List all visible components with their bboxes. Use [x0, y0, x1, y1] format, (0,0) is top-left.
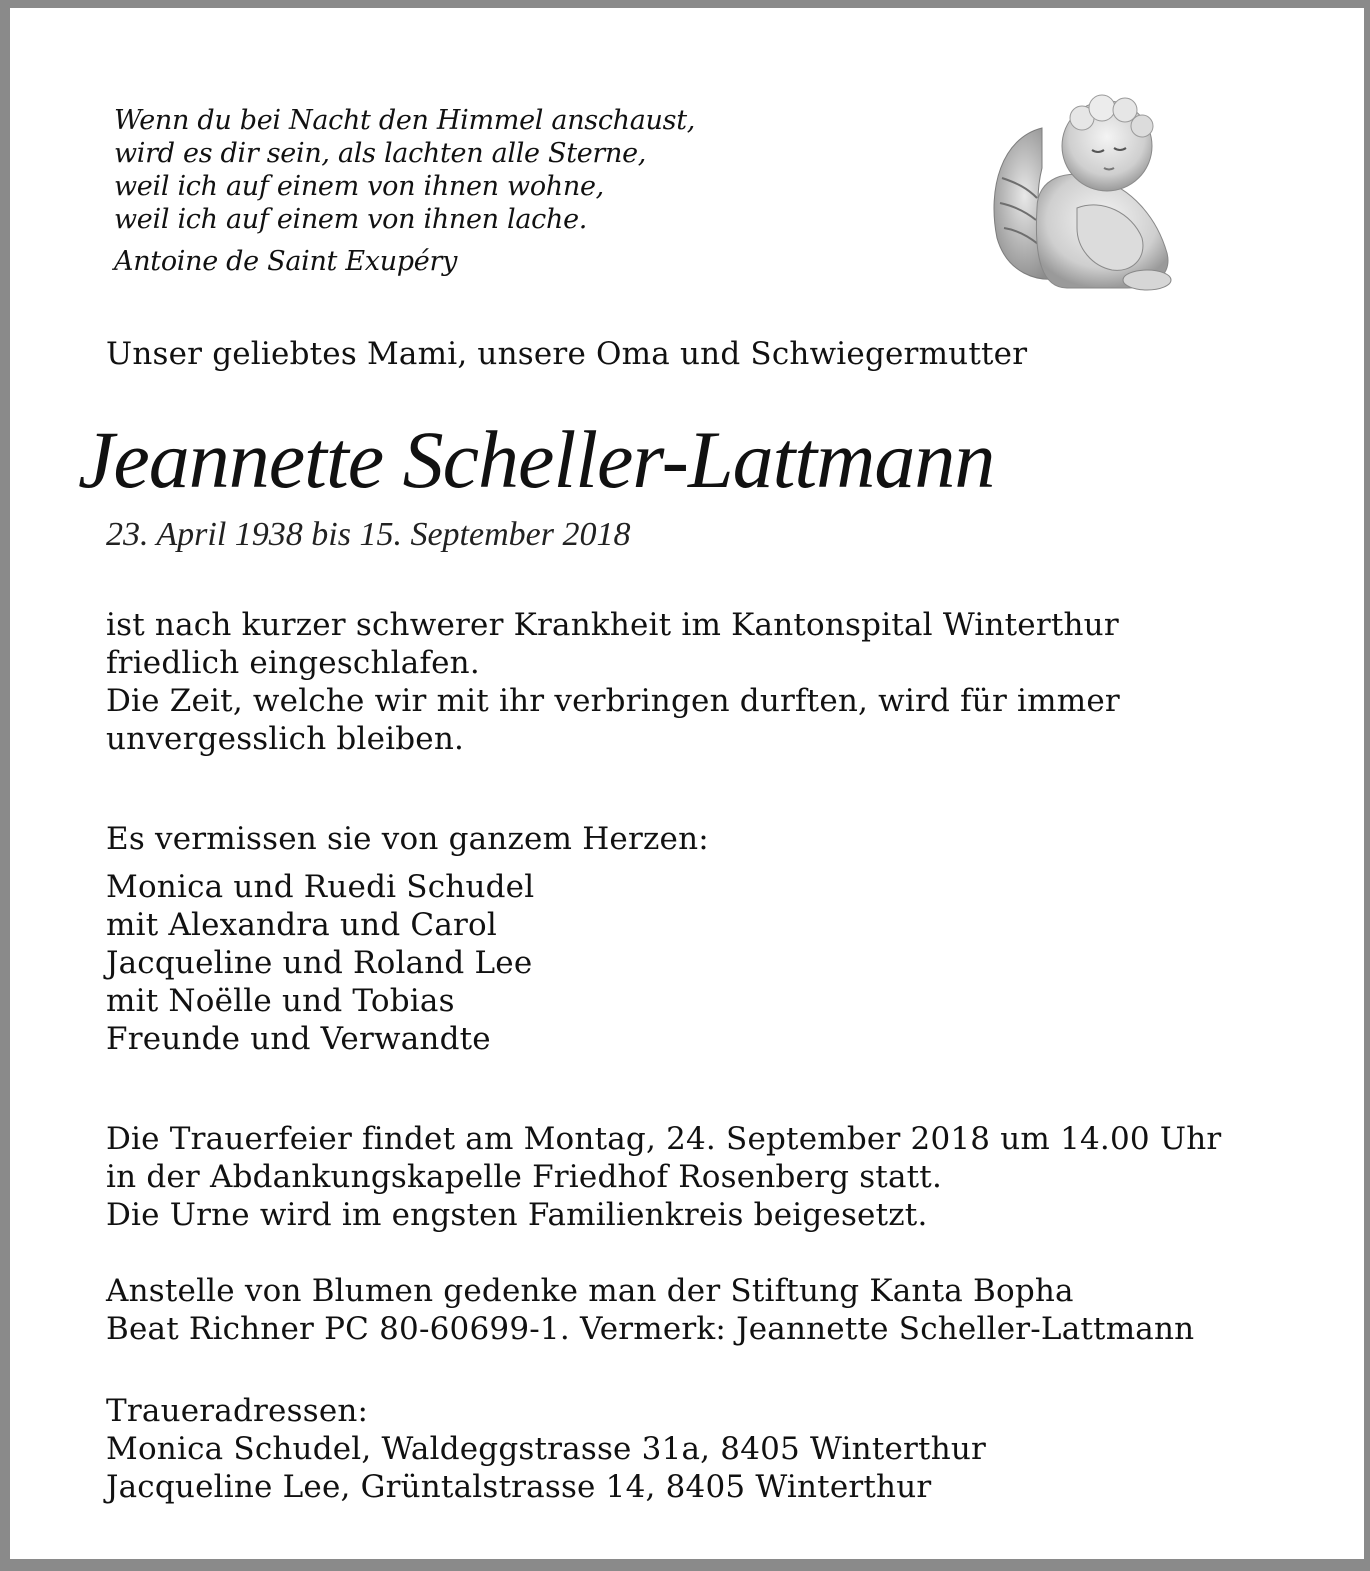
message-line: Die Zeit, welche wir mit ihr verbringen durften, wird für immer — [106, 683, 1120, 719]
mourners-heading-text: Es vermissen sie von ganzem Herzen: — [106, 821, 709, 857]
mourner-entry: mit Noëlle und Tobias — [106, 983, 455, 1019]
ceremony-line: in der Abdankungskapelle Friedhof Rosenberg statt. — [106, 1159, 943, 1195]
mourner-entry: Freunde und Verwandte — [106, 1021, 491, 1057]
life-dates: 23. April 1938 bis 15. September 2018 — [106, 516, 631, 553]
angel-figurine-icon — [982, 88, 1187, 293]
intro-line: Unser geliebtes Mami, unsere Oma und Schwiegermutter — [106, 336, 1028, 372]
quote-line: weil ich auf einem von ihnen lache. — [114, 204, 588, 235]
donation-line: Anstelle von Blumen gedenke man der Stiftung Kanta Bopha — [106, 1273, 1074, 1309]
quote-line: Wenn du bei Nacht den Himmel anschaust, — [114, 105, 696, 136]
ceremony-line: Die Urne wird im engsten Familienkreis beigesetzt. — [106, 1197, 928, 1233]
quote-line: wird es dir sein, als lachten alle Sterne, — [114, 138, 647, 169]
address-entry: Monica Schudel, Waldeggstrasse 31a, 8405 Winterthur — [106, 1431, 987, 1467]
message-line: unvergesslich bleiben. — [106, 721, 465, 757]
mourner-entry: Monica und Ruedi Schudel — [106, 869, 535, 905]
donation-line: Beat Richner PC 80-60699-1. Vermerk: Jeannette Scheller-Lattmann — [106, 1311, 1195, 1347]
message-paragraph — [106, 606, 1120, 758]
message-line: friedlich eingeschlafen. — [106, 645, 480, 681]
message-line: ist nach kurzer schwerer Krankheit im Kantonspital Winterthur — [106, 607, 1119, 643]
address-entry: Jacqueline Lee, Grüntalstrasse 14, 8405 Winterthur — [106, 1469, 932, 1505]
donation-paragraph — [106, 1272, 1194, 1348]
addresses-paragraph — [106, 1392, 986, 1506]
mourners-list — [106, 868, 534, 1058]
mourner-entry: mit Alexandra und Carol — [106, 907, 498, 943]
poem-quote — [114, 104, 695, 236]
mourner-entry: Jacqueline und Roland Lee — [106, 945, 533, 981]
quote-line: weil ich auf einem von ihnen wohne, — [114, 171, 604, 202]
deceased-name: Jeannette Scheller-Lattmann — [78, 414, 995, 505]
addresses-heading: Traueradressen: — [106, 1393, 369, 1429]
ceremony-line: Die Trauerfeier findet am Montag, 24. September 2018 um 14.00 Uhr — [106, 1121, 1222, 1157]
ceremony-paragraph — [106, 1120, 1221, 1234]
mourners-heading — [106, 820, 709, 858]
quote-author: Antoine de Saint Exupéry — [114, 246, 458, 277]
